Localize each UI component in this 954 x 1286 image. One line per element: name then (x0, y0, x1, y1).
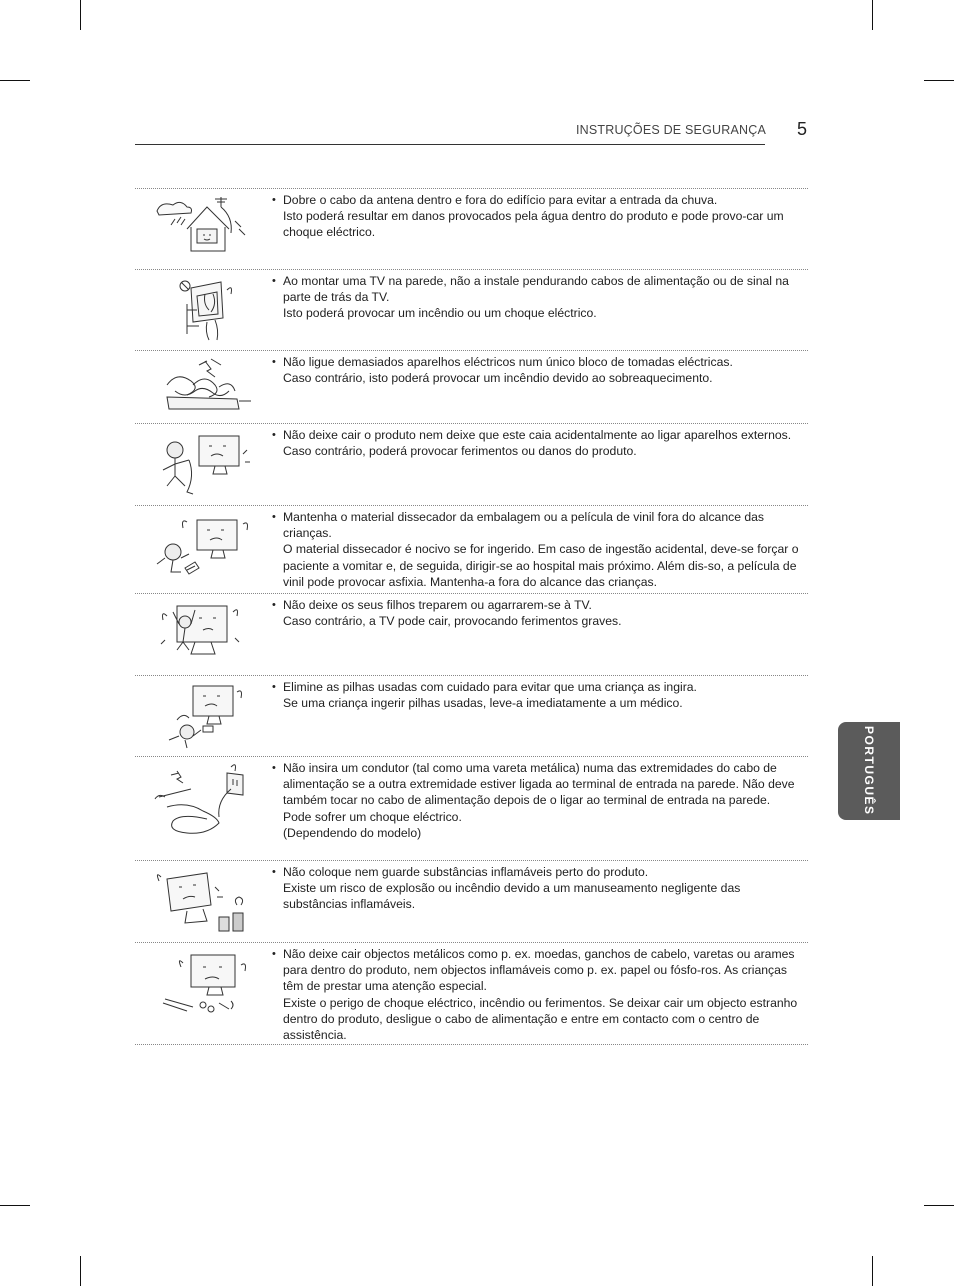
crop-mark (0, 80, 30, 81)
list-item (272, 354, 800, 386)
header-rule (135, 144, 765, 145)
bullet-icon: • (272, 681, 276, 693)
section-title: INSTRUÇÕES DE SEGURANÇA (575, 123, 766, 137)
instruction-row (135, 861, 808, 943)
instruction-row (135, 594, 808, 676)
list-item (272, 760, 800, 841)
instruction-text: Se uma criança ingerir pilhas usadas, leve-a imediatamente a um médico. (283, 696, 683, 711)
list-item (272, 509, 800, 590)
bullet-icon: • (272, 866, 276, 878)
bullet-icon: • (272, 356, 276, 368)
bullet-icon: • (272, 429, 276, 441)
bullet-icon: • (272, 599, 276, 611)
instruction-text: Caso contrário, poderá provocar ferimentos ou danos do produto. (283, 444, 637, 459)
crop-mark (872, 1256, 873, 1286)
instruction-text: Dobre o cabo da antena dentro e fora do edifício para evitar a entrada da chuva. (283, 193, 718, 207)
bullet-icon: • (272, 275, 276, 287)
list-item (272, 192, 800, 241)
instruction-row (135, 270, 808, 351)
instruction-text: Isto poderá resultar em danos provocados pela água dentro do produto e pode provo-car um choque eléctrico. (283, 209, 784, 240)
wall-mount-cable-icon (147, 274, 257, 344)
instruction-text: Não ligue demasiados aparelhos eléctricos num único bloco de tomadas eléctricas. (283, 355, 733, 369)
crop-mark (80, 0, 81, 30)
instruction-text: Existe o perigo de choque eléctrico, incêndio ou ferimentos. Se deixar cair um objecto estranho dentro do produto, desligue o cabo de alimentação e entre em contacto com o centro de assistência. (283, 995, 798, 1043)
list-item (272, 946, 800, 1043)
overloaded-power-strip-icon (147, 355, 257, 417)
instruction-text: Não deixe cair objectos metálicos como p. ex. moedas, ganchos de cabelo, varetas ou arames para dentro do produto, nem objectos inflamáveis como p. ex. papel ou fósfo-ros. As crianças têm de prestar uma atenção especial. (283, 947, 795, 994)
instruction-text: (Dependendo do modelo) (283, 825, 422, 840)
flammable-substances-icon (147, 865, 257, 937)
crop-mark (872, 0, 873, 30)
language-tab-label: PORTUGUÊS (862, 726, 876, 816)
bullet-icon: • (272, 194, 276, 206)
instruction-text: Não deixe cair o produto nem deixe que este caia acidentalmente ao ligar aparelhos externos. (283, 428, 792, 442)
crop-mark (80, 1256, 81, 1286)
list-item (272, 427, 800, 459)
metal-rod-plug-icon (147, 761, 257, 837)
list-item (272, 273, 800, 322)
list-item (272, 864, 800, 913)
crop-mark (0, 1205, 30, 1206)
bullet-icon: • (272, 948, 276, 960)
instruction-row (135, 351, 808, 424)
instruction-text: Não coloque nem guarde substâncias inflamáveis perto do produto. (283, 865, 649, 879)
instruction-text: Não insira um condutor (tal como uma vareta metálica) numa das extremidades do cabo de alimentação se a outra extremidade estiver ligada ao terminal de entrada na parede. Não deve também tocar no cabo de alimentação depois de o ligar ao terminal de entrada na parede. (283, 761, 795, 808)
instruction-row (135, 424, 808, 506)
instruction-text: Mantenha o material dissecador da embalagem ou a película de vinil fora do alcance das crianças. (283, 510, 765, 541)
instruction-text: Existe um risco de explosão ou incêndio devido a um manuseamento negligente das substâncias inflamáveis. (283, 881, 741, 912)
instruction-row (135, 757, 808, 861)
metal-objects-tv-icon (147, 947, 257, 1017)
child-desiccant-icon (147, 510, 257, 580)
instruction-row (135, 676, 808, 757)
instruction-text: Elimine as pilhas usadas com cuidado para evitar que uma criança as ingira. (283, 680, 697, 694)
instruction-text: Caso contrário, isto poderá provocar um incêndio devido ao sobreaquecimento. (283, 371, 713, 386)
instruction-text: Isto poderá provocar um incêndio ou um choque eléctrico. (283, 306, 597, 321)
instruction-text: Ao montar uma TV na parede, não a instale pendurando cabos de alimentação ou de sinal na parte de trás da TV. (283, 274, 789, 305)
language-tab (838, 722, 900, 820)
instruction-row (135, 943, 808, 1045)
instruction-text: Não deixe os seus filhos treparem ou agarrarem-se à TV. (283, 598, 592, 612)
safety-instructions-table (135, 188, 808, 1045)
page-number: 5 (797, 119, 808, 139)
bullet-icon: • (272, 762, 276, 774)
list-item (272, 597, 800, 629)
child-climbing-tv-icon (147, 598, 257, 664)
list-item (272, 679, 800, 711)
instruction-row (135, 189, 808, 270)
crop-mark (924, 80, 954, 81)
bullet-icon: • (272, 511, 276, 523)
child-pulling-cable-tv-icon (147, 428, 257, 500)
instruction-text: Pode sofrer um choque eléctrico. (283, 809, 462, 824)
instruction-text: O material dissecador é nocivo se for ingerido. Em caso de ingestão acidental, deve-se forçar o paciente a vomitar e, de seguida, dirigir-se ao hospital mais próximo. Além dis-so, a película de vinil pode provocar asfixia. Mantenha-a fora do alcance das crianças. (283, 542, 799, 589)
instruction-text: Caso contrário, a TV pode cair, provocando ferimentos graves. (283, 614, 622, 629)
antenna-rain-house-icon (147, 193, 257, 259)
crop-mark (924, 1205, 954, 1206)
instruction-row (135, 506, 808, 594)
child-battery-icon (147, 680, 257, 750)
